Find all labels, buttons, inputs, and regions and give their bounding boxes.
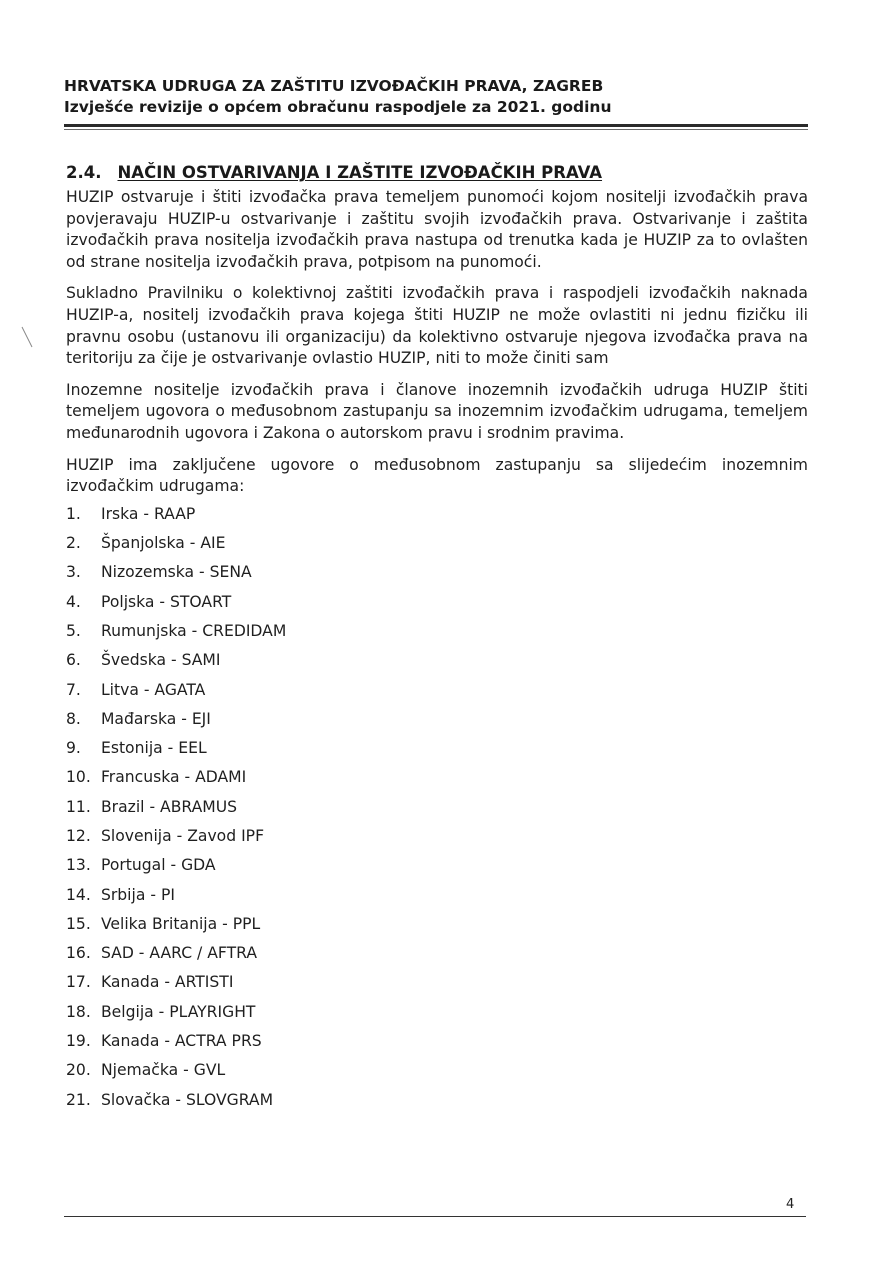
list-item-text: Srbija - PI <box>100 885 175 904</box>
section-title: NAČIN OSTVARIVANJA I ZAŠTITE IZVOĐAČKIH PRAVA <box>117 163 603 182</box>
list-item-text: Portugal - GDA <box>100 856 216 875</box>
page-number: 4 <box>786 1197 795 1212</box>
list-item <box>66 738 808 767</box>
list-item-text: SAD - AARC / AFTRA <box>100 944 258 963</box>
list-item-text: Njemačka - GVL <box>100 1061 226 1080</box>
list-item <box>66 592 808 621</box>
list-item-text: Slovenija - Zavod IPF <box>100 826 265 845</box>
list-item-text: Brazil - ABRAMUS <box>100 797 238 816</box>
list-item <box>66 1060 808 1089</box>
list-item-text: Slovačka - SLOVGRAM <box>100 1090 274 1109</box>
list-item <box>66 826 808 855</box>
list-item <box>66 709 808 738</box>
list-item <box>66 680 808 709</box>
associations-list <box>66 504 808 1119</box>
list-item-text: Mađarska - EJI <box>100 709 211 728</box>
list-item-text: Belgija - PLAYRIGHT <box>100 1002 256 1021</box>
section-body <box>66 187 808 1119</box>
list-item <box>66 797 808 826</box>
section-number: 2.4. <box>66 163 102 182</box>
list-item-number: 20. <box>66 1061 91 1080</box>
list-item <box>66 504 808 533</box>
header-organization: HRVATSKA UDRUGA ZA ZAŠTITU IZVOĐAČKIH PRAVA, ZAGREB <box>64 77 604 95</box>
list-item-number: 16. <box>66 944 91 963</box>
footer-divider <box>64 1216 806 1217</box>
document-header <box>64 76 804 118</box>
list-item-text: Velika Britanija - PPL <box>100 914 261 933</box>
list-item-number: 8. <box>66 709 81 728</box>
list-item-text: Kanada - ARTISTI <box>100 973 234 992</box>
list-item-number: 14. <box>66 885 91 904</box>
list-item-number: 21. <box>66 1090 91 1109</box>
list-item-number: 15. <box>66 914 91 933</box>
list-item-text: Nizozemska - SENA <box>100 563 252 582</box>
list-item <box>66 972 808 1001</box>
list-item-text: Rumunjska - CREDIDAM <box>100 621 287 640</box>
paragraph: Sukladno Pravilniku o kolektivnoj zaštiti izvođačkih prava i raspodjeli izvođačkih naknada HUZIP-a, nositelj izvođačkih prava kojega štiti HUZIP ne može ovlastiti ni jednu fizičku ili pravnu osobu (ustanovu ili organizaciju) da kolektivno ostvaruje njegova izvođačka prava na teritoriju za čije je ostvarivanje ovlastio HUZIP, niti to može činiti sam <box>66 284 808 368</box>
section-heading <box>66 163 602 182</box>
list-item-number: 5. <box>66 621 81 640</box>
margin-mark <box>20 326 34 348</box>
list-item-text: Litva - AGATA <box>100 680 206 699</box>
list-item-number: 17. <box>66 973 91 992</box>
list-item-number: 1. <box>66 504 81 523</box>
list-item-text: Estonija - EEL <box>100 739 207 758</box>
list-item-number: 10. <box>66 768 91 787</box>
list-item-number: 2. <box>66 534 81 553</box>
list-item-text: Švedska - SAMI <box>100 651 221 670</box>
list-item-number: 11. <box>66 797 91 816</box>
list-item-number: 12. <box>66 826 91 845</box>
list-item <box>66 533 808 562</box>
list-item-text: Irska - RAAP <box>100 504 196 523</box>
list-item-number: 3. <box>66 563 81 582</box>
list-item-number: 4. <box>66 592 81 611</box>
paragraph: HUZIP ima zaključene ugovore o međusobnom zastupanju sa slijedećim inozemnim izvođačkim udrugama: <box>66 455 808 496</box>
list-item <box>66 1090 808 1119</box>
list-item <box>66 1002 808 1031</box>
list-item <box>66 1031 808 1060</box>
list-item <box>66 767 808 796</box>
paragraph: Inozemne nositelje izvođačkih prava i članove inozemnih izvođačkih udruga HUZIP štiti temeljem ugovora o međusobnom zastupanju sa inozemnim izvođačkim udrugama, temeljem međunarodnih ugovora i Zakona o autorskom pravu i srodnim pravima. <box>66 380 808 442</box>
paragraph: HUZIP ostvaruje i štiti izvođačka prava temeljem punomoći kojom nositelji izvođačkih prava povjeravaju HUZIP-u ostvarivanje i zaštitu svojih izvođačkih prava. Ostvarivanje i zaštita izvođačkih prava nositelja izvođačkih prava nastupa od trenutka kada je HUZIP za to ovlašten od strane nositelja izvođačkih prava, potpisom na punomoći. <box>66 188 808 271</box>
header-divider <box>64 124 808 127</box>
list-item-text: Španjolska - AIE <box>100 534 226 553</box>
list-item <box>66 855 808 884</box>
list-item <box>66 943 808 972</box>
list-item-number: 6. <box>66 651 81 670</box>
list-item-number: 18. <box>66 1002 91 1021</box>
list-item-number: 19. <box>66 1032 91 1051</box>
list-item-text: Kanada - ACTRA PRS <box>100 1032 262 1051</box>
list-item <box>66 914 808 943</box>
list-item <box>66 562 808 591</box>
list-item-number: 7. <box>66 680 81 699</box>
list-item-text: Francuska - ADAMI <box>100 768 247 787</box>
list-item-number: 9. <box>66 739 81 758</box>
list-item-text: Poljska - STOART <box>100 592 232 611</box>
header-report-title: Izvješće revizije o općem obračunu raspodjele za 2021. godinu <box>64 98 612 116</box>
header-divider-thin <box>64 129 808 130</box>
list-item-number: 13. <box>66 856 91 875</box>
list-item <box>66 621 808 650</box>
list-item <box>66 885 808 914</box>
list-item <box>66 650 808 679</box>
